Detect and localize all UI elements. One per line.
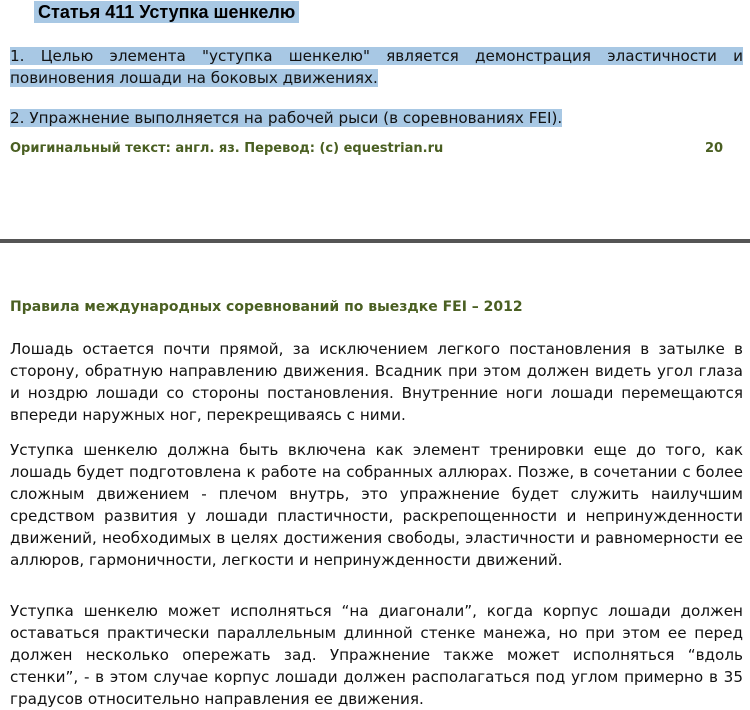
highlighted-paragraph-2: [10, 107, 743, 129]
document-page-bottom: [0, 243, 750, 708]
highlighted-paragraph-1: [10, 45, 743, 89]
body-paragraph-2: Уступка шенкелю должна быть включена как элемент тренировки еще до того, как лошадь будет подготовлена к работе на собранных аллюрах. Позже, в сочетании с более сложным движением - плечом внутрь, это упражнение будет служить наилучшим средством развития у лошади пластичности, раскрепощенности и непринужденности движений, необходимых в целях достижения свободы, эластичности и равномерности ее аллюров, гармоничности, легкости и непринужденности движений.: [10, 441, 743, 569]
body-paragraph-3: Уступка шенкелю может исполняться “на диагонали”, когда корпус лошади должен оставаться практически параллельным длинной стенке манежа, но при этом ее перед должен несколько опережать зад. Упражнение также может исполняться “вдоль стенки”, - в этом случае корпус лошади должен располагаться под углом примерно в 35 градусов относительно направления ее движения.: [10, 602, 743, 708]
paragraph-2-text: 2. Упражнение выполняется на рабочей рыси (в соревнованиях FEI).: [10, 109, 563, 127]
paragraph-1-text: 1. Целью элемента "уступка шенкелю" является демонстрация эластичности и повиновения лошади на боковых движениях.: [10, 47, 743, 87]
body-paragraph-1: Лошадь остается почти прямой, за исключением легкого постановления в затылке в сторону, обратную направлению движения. Всадник при этом должен видеть угол глаза и ноздрю лошади со стороны постановления. Внутренние ноги лошади перемещаются впереди наружных ног, перекрещиваясь с ними.: [10, 340, 743, 424]
source-note: Оригинальный текст: англ. яз. Перевод: (с) equestrian.ru: [10, 141, 444, 156]
article-title: Статья 411 Уступка шенкелю: [34, 1, 299, 23]
page-number: 20: [705, 141, 724, 156]
section-heading: Правила международных соревнований по выездке FEI – 2012: [10, 299, 523, 315]
document-page-top: [0, 0, 750, 240]
